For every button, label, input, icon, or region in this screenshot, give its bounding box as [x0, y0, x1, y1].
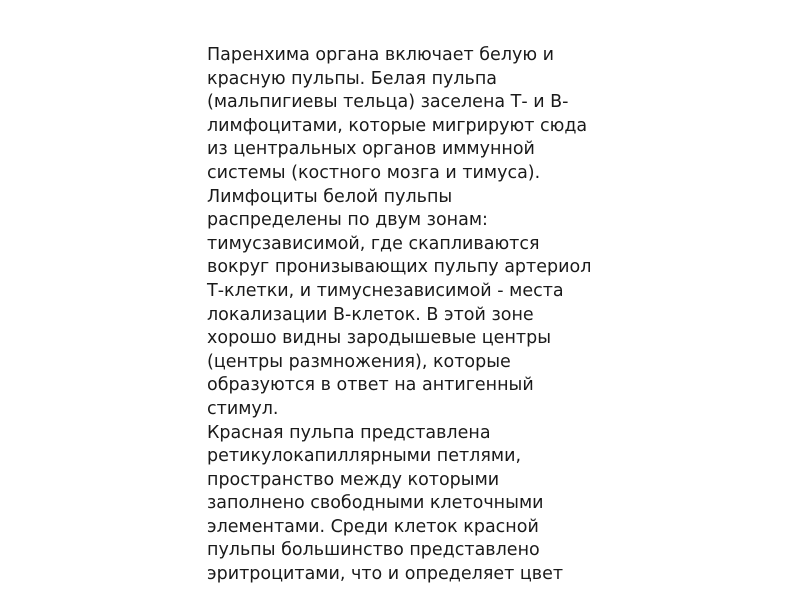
text-line: образуются в ответ на антигенный: [207, 375, 534, 396]
body-text: [207, 44, 607, 587]
text-line: Красная пульпа представлена: [207, 422, 491, 443]
text-line: заполнено свободными клеточными: [207, 493, 544, 514]
text-line: пульпы большинство представлено: [207, 540, 540, 561]
text-line: системы (костного мозга и тимуса).: [207, 162, 541, 183]
text-line: пространство между которыми: [207, 469, 500, 490]
text-line: эритроцитами, что и определяет цвет: [207, 564, 564, 585]
text-line: элементами. Среди клеток красной: [207, 516, 539, 537]
text-line: из центральных органов иммунной: [207, 139, 535, 160]
text-line: вокруг пронизывающих пульпу артериол: [207, 257, 592, 278]
text-line: хорошо видны зародышевые центры: [207, 328, 552, 349]
text-line: локализации В-клеток. В этой зоне: [207, 304, 534, 325]
text-line: Т-клетки, и тимуснезависимой - места: [207, 280, 564, 301]
text-line: Лимфоциты белой пульпы: [207, 186, 453, 207]
text-line: (мальпигиевы тельца) заселена Т- и В-: [207, 92, 569, 113]
text-line: (центры размножения), которые: [207, 351, 511, 372]
text-line: распределены по двум зонам:: [207, 210, 488, 231]
text-line: стимул.: [207, 398, 279, 419]
text-line: Паренхима органа включает белую и: [207, 45, 555, 65]
text-line: тимусзависимой, где скапливаются: [207, 233, 540, 254]
text-line: ретикулокапиллярными петлями,: [207, 446, 522, 467]
text-line: красную пульпы. Белая пульпа: [207, 68, 498, 89]
text-line: лимфоцитами, которые мигрируют сюда: [207, 115, 588, 136]
